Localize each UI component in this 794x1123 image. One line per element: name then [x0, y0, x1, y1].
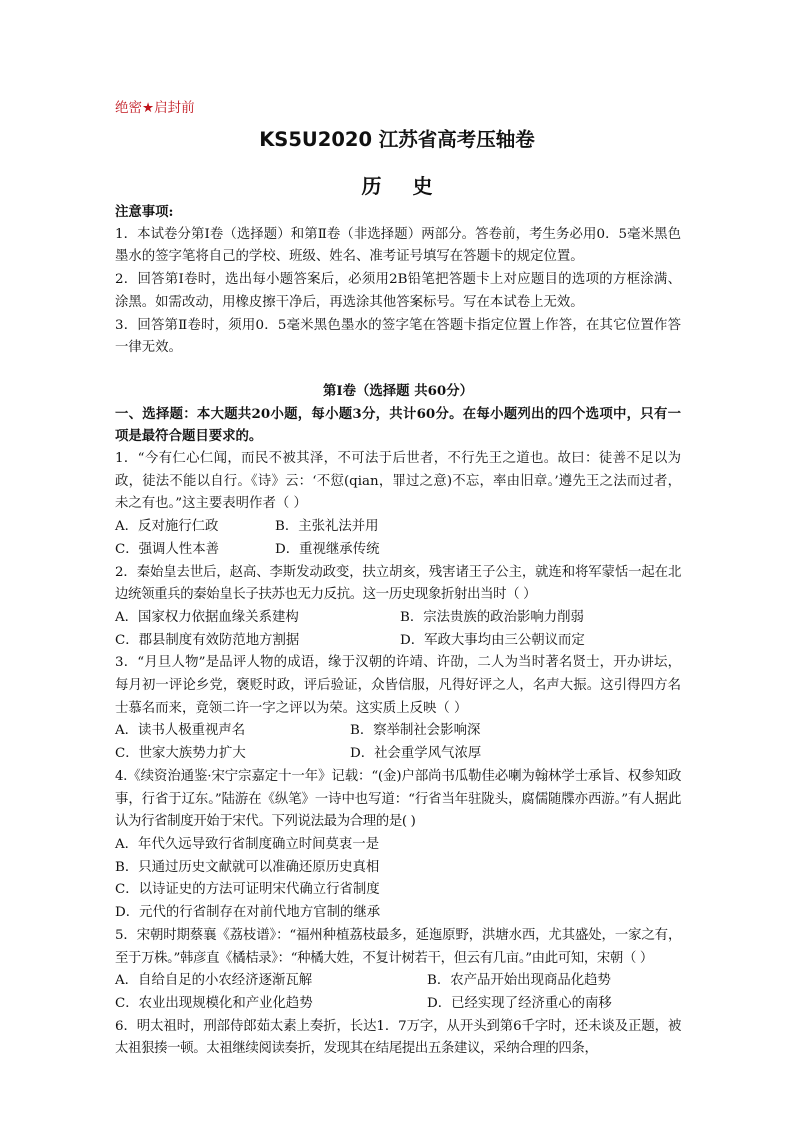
- question-3-options-row-2: [115, 743, 681, 766]
- option-c: C．郡县制度有效防范地方割据: [115, 632, 300, 648]
- question-4-stem: 4.《续资治通鉴·宋宁宗嘉定十一年》记载：“(金)户部尚书瓜勒佳必喇为翰林学士承旨、权参知政事，行省于辽东。”陆游在《纵笔》一诗中也写道：“行省当年驻陇头，腐儒随牒亦西游。”有人据此认为行省制度开始于宋代。下列说法最为合理的是( ): [115, 768, 681, 830]
- section-instruction: 一、选择题：本大题共20小题，每小题3分，共计60分。在每小题列出的四个选项中，只有一项是最符合题目要求的。: [115, 405, 681, 445]
- option-a: A．读书人极重视声名: [115, 723, 246, 739]
- option-a: A．国家权力依据血缘关系建构: [115, 609, 299, 625]
- option-b: B．宗法贵族的政治影响力削弱: [400, 609, 584, 625]
- option-c: C．强调人性本善: [115, 541, 219, 557]
- question-2-options-row-1: [115, 607, 681, 630]
- option-b: B．农产品开始出现商品化趋势: [427, 973, 611, 989]
- question-3-options-row-1: [115, 720, 681, 743]
- option-c: C．农业出现规模化和产业化趋势: [115, 995, 313, 1011]
- confidential-mark: 绝密★启封前: [115, 100, 195, 116]
- option-d: D．已经实现了经济重心的南移: [427, 995, 612, 1011]
- question-2-stem: 2．秦始皇去世后，赵高、李斯发动政变，扶立胡亥，残害诸王子公主，就连和将军蒙恬一起在北边统领重兵的秦始皇长子扶苏也无力反抗。这一历史现象折射出当时（ ）: [115, 564, 681, 603]
- exam-body: [115, 201, 681, 1061]
- option-c: C．以诗证史的方法可证明宋代确立行省制度: [115, 882, 380, 898]
- option-d: D．军政大事均由三公朝议而定: [400, 632, 585, 648]
- notice-item-2: 2．回答第Ⅰ卷时，选出每小题答案后，必须用2B铅笔把答题卡上对应题目的选项的方框涂满、涂黑。如需改动，用橡皮擦干净后，再选涂其他答案标号。写在本试卷上无效。: [115, 272, 681, 310]
- question-2-options-row-2: [115, 630, 681, 653]
- exam-title: KS5U2020 江苏省高考压轴卷: [259, 128, 535, 151]
- question-6-stem: 6．明太祖时，刑部侍郎茹太素上奏折，长达1．7万字，从开头到第6千字时，还未谈及正题，被太祖狠揍一顿。太祖继续阅读奏折，发现其在结尾提出五条建议，采纳合理的四条，: [115, 1018, 681, 1057]
- question-5-options-row-1: [115, 970, 681, 993]
- question-3-stem: 3．“月旦人物”是品评人物的成语，缘于汉朝的许靖、许劭，二人为当时著名贤士，开办讲坛，每月初一评论乡党，褒贬时政，评后验证，众皆信服，凡得好评之人，名声大振。这引得四方名士慕名而来，竟领二许一字之评以为荣。这实质上反映（ ）: [115, 655, 681, 716]
- question-1-stem: 1．“今有仁心仁闻，而民不被其泽，不可法于后世者，不行先王之道也。故曰：徒善不足以为政，徒法不能以自行。《诗》云：‘不愆(qian，罪过之意)不忘，率由旧章。’遵先王之法而过者，未之有也。”这主要表明作者（ ）: [115, 451, 681, 512]
- section-title: 第Ⅰ卷（选择题 共60分）: [322, 382, 474, 399]
- option-b: B．只通过历史文献就可以准确还原历史真相: [115, 859, 380, 875]
- option-d: D．元代的行省制存在对前代地方官制的继承: [115, 905, 381, 921]
- option-a: A．反对施行仁政: [115, 519, 219, 535]
- question-5-stem: 5．宋朝时期蔡襄《荔枝谱》：“福州种植荔枝最多，延迤原野，洪塘水西，尤其盛处，一家之有，至于万株。”韩彦直《橘桔录》：“种橘大姓，不复计树若干，但云有几亩。”由此可知，宋朝（ ）: [115, 927, 681, 966]
- option-b: B．主张礼法并用: [275, 519, 379, 535]
- option-d: D．重视继承传统: [275, 541, 380, 557]
- notice-item-3: 3．回答第Ⅱ卷时，须用0．5毫米黑色墨水的签字笔在答题卡指定位置上作答，在其它位置作答一律无效。: [115, 317, 681, 356]
- question-1-options-row-2: [115, 539, 681, 562]
- question-5-options-row-2: [115, 993, 681, 1016]
- notice-item-1: 1．本试卷分第Ⅰ卷（选择题）和第Ⅱ卷（非选择题）两部分。答卷前，考生务必用0．5毫米黑色墨水的签字笔将自己的学校、班级、姓名、准考证号填写在答题卡的规定位置。: [115, 226, 681, 265]
- option-a: A．年代久远导致行省制度确立时间莫衷一是: [115, 836, 380, 852]
- option-c: C．世家大族势力扩大: [115, 746, 246, 762]
- option-d: D．社会重学风气浓厚: [350, 746, 482, 762]
- option-b: B．察举制社会影响深: [350, 723, 481, 739]
- question-1-options-row-1: [115, 516, 681, 539]
- option-a: A．自给自足的小农经济逐渐瓦解: [115, 973, 313, 989]
- notice-heading: 注意事项:: [115, 204, 174, 220]
- subject-title: 历 史: [361, 174, 445, 198]
